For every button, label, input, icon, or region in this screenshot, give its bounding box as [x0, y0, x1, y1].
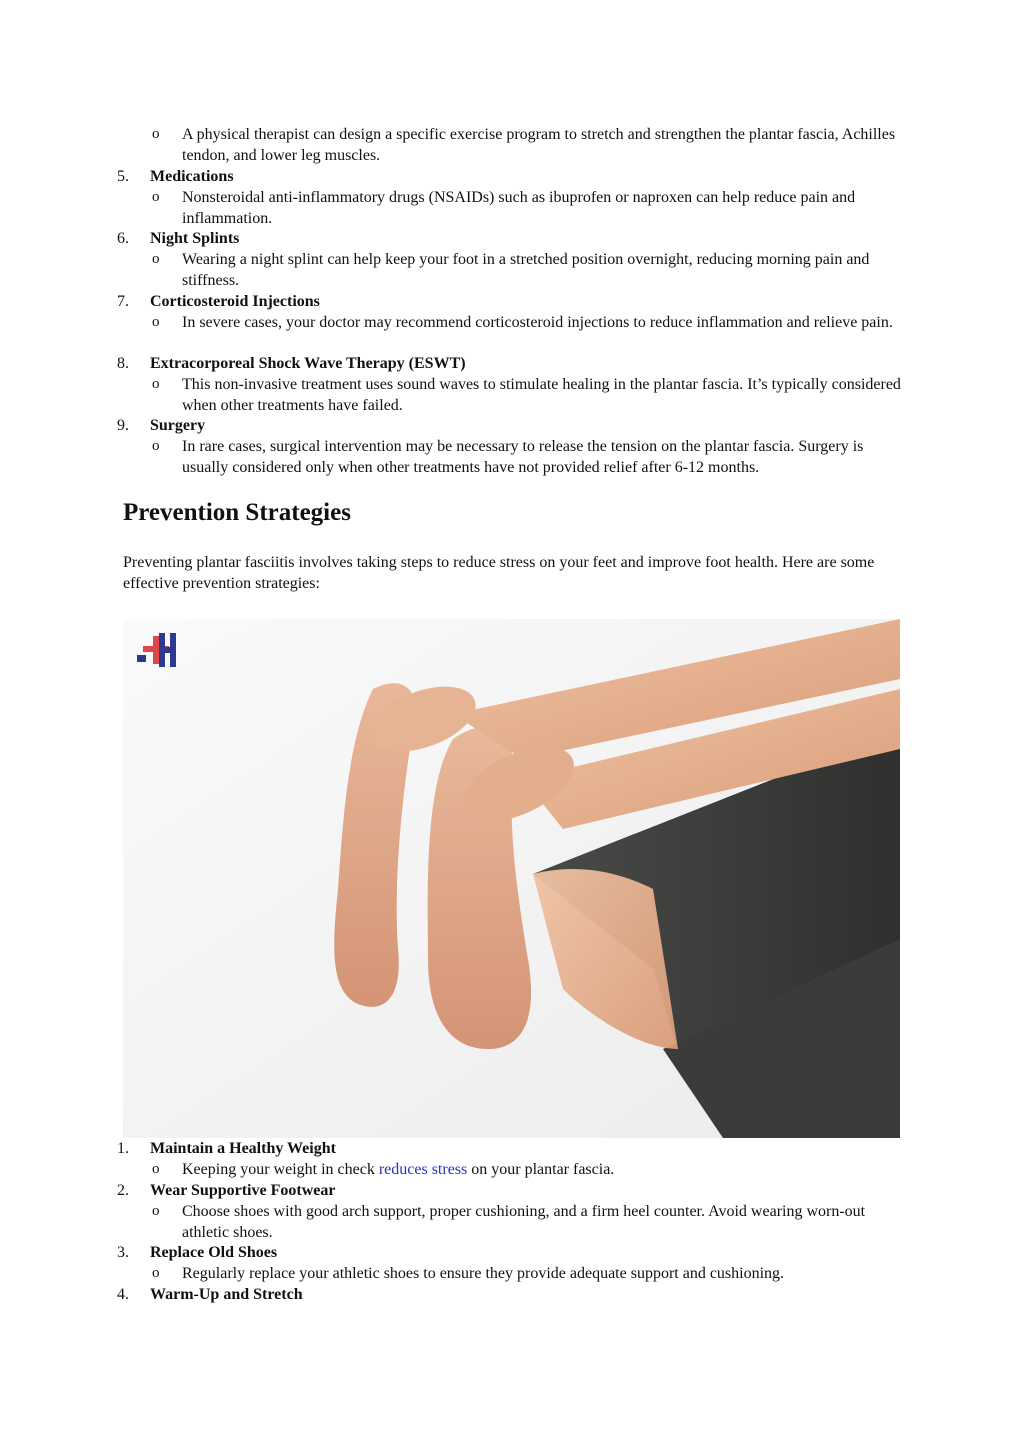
bullet-marker: o — [152, 438, 160, 454]
item-text: Wearing a night splint can help keep your foot in a stretched position overnight, reducing morning pain and stiffness. — [182, 251, 870, 289]
item-number: 6. — [117, 230, 129, 247]
foot-stretch-illustration — [123, 619, 900, 1138]
item-number: 2. — [117, 1182, 129, 1199]
item-text: In severe cases, your doctor may recommend corticosteroid injections to reduce inflammation and relieve pain. — [182, 314, 893, 331]
bullet-marker: o — [152, 1265, 160, 1281]
item-text: Regularly replace your athletic shoes to ensure they provide adequate support and cushioning. — [182, 1265, 785, 1282]
item-text: Choose shoes with good arch support, proper cushioning, and a firm heel counter. Avoid wearing worn-out athletic shoes. — [182, 1203, 866, 1241]
bullet-marker: o — [152, 1203, 160, 1219]
item-number: 4. — [117, 1286, 129, 1303]
item-title-medications: Medications — [150, 168, 234, 185]
item-number: 5. — [117, 168, 129, 185]
bullet-marker: o — [152, 189, 160, 205]
section-heading: Prevention Strategies — [123, 499, 351, 526]
item-title-night-splints: Night Splints — [150, 230, 240, 247]
item-title-corticosteroid: Corticosteroid Injections — [150, 293, 320, 310]
item-text: This non-invasive treatment uses sound waves to stimulate healing in the plantar fascia. It’s typically considered when other treatments have failed. — [182, 376, 901, 414]
item-title-healthy-weight: Maintain a Healthy Weight — [150, 1140, 336, 1157]
item-number: 3. — [117, 1244, 129, 1261]
item-text — [182, 1159, 902, 1180]
item-title-replace-shoes: Replace Old Shoes — [150, 1244, 278, 1261]
stretching-photo — [123, 619, 900, 1138]
lead-bullet-text: A physical therapist can design a specific exercise program to stretch and strengthen the plantar fascia, Achilles tendon, and lower leg muscles. — [182, 126, 896, 164]
item-number: 1. — [117, 1140, 129, 1157]
reduces-stress-link[interactable]: reduces stress — [378, 1161, 468, 1178]
bullet-marker: o — [152, 126, 160, 142]
bullet-marker: o — [152, 251, 160, 267]
item-title-warm-up: Warm-Up and Stretch — [150, 1286, 303, 1303]
intro-paragraph: Preventing plantar fasciitis involves taking steps to reduce stress on your feet and improve foot health. Here are some effective prevention strategies: — [123, 554, 875, 592]
text-after-link: on your plantar fascia. — [467, 1161, 615, 1178]
item-title-eswt: Extracorporeal Shock Wave Therapy (ESWT) — [150, 355, 466, 372]
item-title-surgery: Surgery — [150, 417, 206, 434]
bullet-marker: o — [152, 1161, 160, 1177]
item-number: 9. — [117, 417, 129, 434]
item-text: Nonsteroidal anti-inflammatory drugs (NSAIDs) such as ibuprofen or naproxen can help reduce pain and inflammation. — [182, 189, 856, 227]
bullet-marker: o — [152, 314, 160, 330]
item-number: 8. — [117, 355, 129, 372]
item-title-supportive-footwear: Wear Supportive Footwear — [150, 1182, 336, 1199]
text-before-link: Keeping your weight in check — [182, 1161, 379, 1178]
item-text: In rare cases, surgical intervention may be necessary to release the tension on the plantar fascia. Surgery is usually considered only when other treatments have not provided relief after 6-12 months. — [182, 438, 864, 476]
bullet-marker: o — [152, 376, 160, 392]
item-number: 7. — [117, 293, 129, 310]
